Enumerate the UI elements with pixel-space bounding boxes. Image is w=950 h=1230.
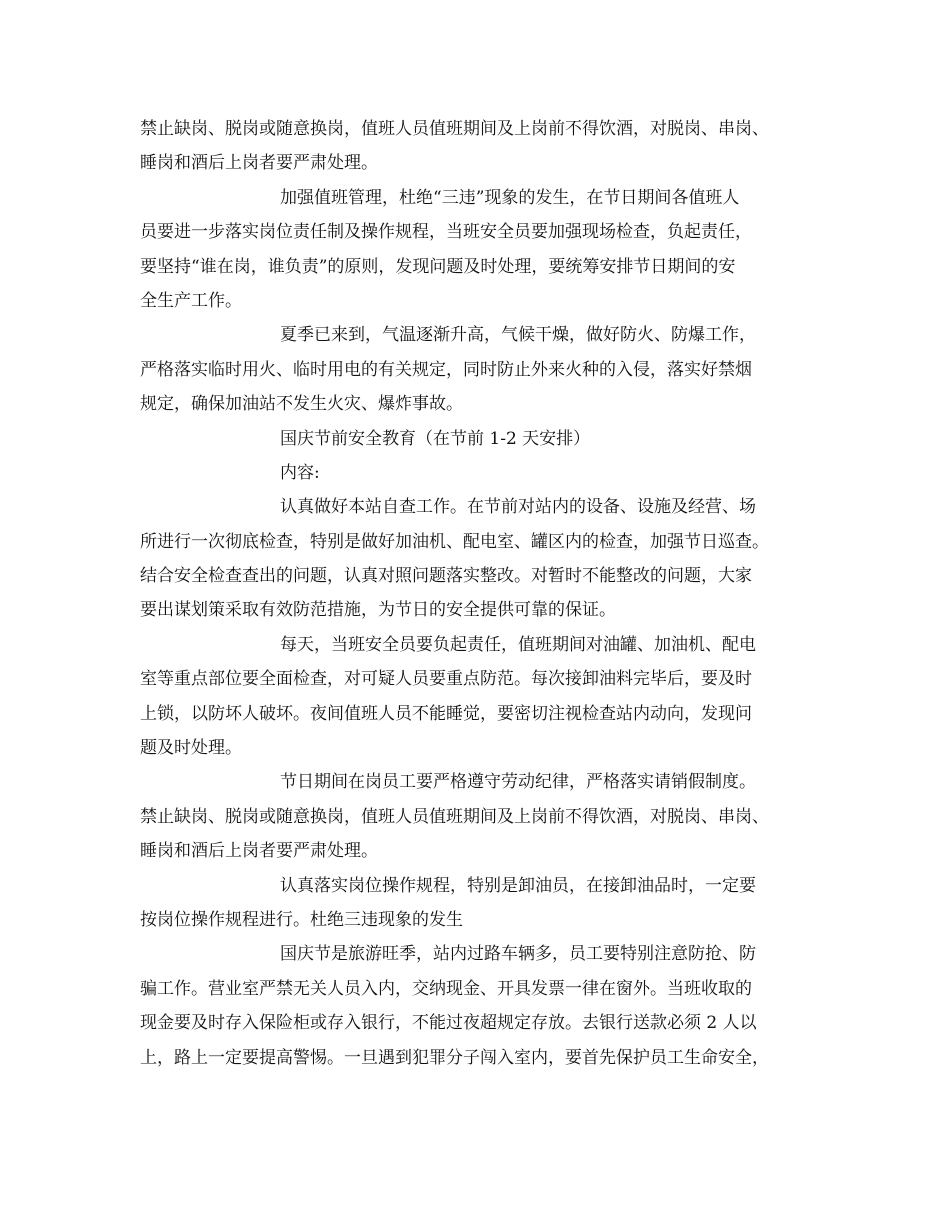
text-line: 上，路上一定要提高警惕。一旦遇到犯罪分子闯入室内，要首先保护员工生命安全，: [140, 1047, 769, 1068]
text-line: 睡岗和酒后上岗者要严肃处理。: [140, 153, 378, 174]
text-line: 认真落实岗位操作规程，特别是卸油员，在接卸油品时，一定要: [280, 875, 756, 896]
text-line: 全生产工作。: [140, 290, 242, 311]
text-line: 每天，当班安全员要负起责任，值班期间对油罐、加油机、配电: [280, 634, 756, 655]
text-line: 员要进一步落实岗位责任制及操作规程，当班安全员要加强现场检查，负起责任，: [140, 222, 752, 243]
text-line: 禁止缺岗、脱岗或随意换岗，值班人员值班期间及上岗前不得饮酒，对脱岗、串岗、: [140, 119, 769, 139]
text-line: 室等重点部位要全面检查，对可疑人员要重点防范。每次接卸油料完毕后，要及时: [140, 669, 752, 690]
text-line: 规定，确保加油站不发生火灾、爆炸事故。: [140, 394, 463, 415]
text-line: 加强值班管理，杜绝“三违”现象的发生，在节日期间各值班人: [280, 187, 740, 208]
text-line: 禁止缺岗、脱岗或随意换岗，值班人员值班期间及上岗前不得饮酒，对脱岗、串岗、: [140, 806, 769, 827]
text-line: 严格落实临时用火、临时用电的有关规定，同时防止外来火种的入侵，落实好禁烟: [140, 359, 752, 380]
text-line: 骗工作。营业室严禁无关人员入内，交纳现金、开具发票一律在窗外。当班收取的: [140, 978, 752, 999]
text-line: 认真做好本站自查工作。在节前对站内的设备、设施及经营、场: [280, 497, 756, 518]
text-line: 国庆节前安全教育（在节前 1-2 天安排）: [280, 428, 591, 449]
document-body: [140, 112, 830, 1075]
text-line: 国庆节是旅游旺季，站内过路车辆多，员工要特别注意防抢、防: [280, 944, 756, 965]
text-line: 现金要及时存入保险柜或存入银行，不能过夜超规定存放。去银行送款必须 2 人以: [140, 1013, 757, 1034]
text-line: 内容:: [280, 462, 320, 483]
text-line: 要坚持“谁在岗，谁负责”的原则，发现问题及时处理，要统筹安排节日期间的安: [140, 256, 736, 277]
text-line: 按岗位操作规程进行。杜绝三违现象的发生: [140, 909, 463, 930]
text-line: 上锁，以防坏人破坏。夜间值班人员不能睡觉，要密切注视检查站内动向，发现问: [140, 703, 752, 724]
text-line: 要出谋划策采取有效防范措施，为节日的安全提供可靠的保证。: [140, 600, 616, 621]
text-line: 所进行一次彻底检查，特别是做好加油机、配电室、罐区内的检查，加强节日巡查。: [140, 531, 769, 552]
text-line: 结合安全检查查出的问题，认真对照问题落实整改。对暂时不能整改的问题，大家: [140, 566, 752, 587]
text-line: 睡岗和酒后上岗者要严肃处理。: [140, 841, 378, 862]
text-line: 题及时处理。: [140, 738, 242, 759]
text-line: 夏季已来到，气温逐渐升高，气候干燥，做好防火、防爆工作，: [280, 325, 756, 346]
text-line: 节日期间在岗员工要严格遵守劳动纪律，严格落实请销假制度。: [280, 772, 756, 793]
